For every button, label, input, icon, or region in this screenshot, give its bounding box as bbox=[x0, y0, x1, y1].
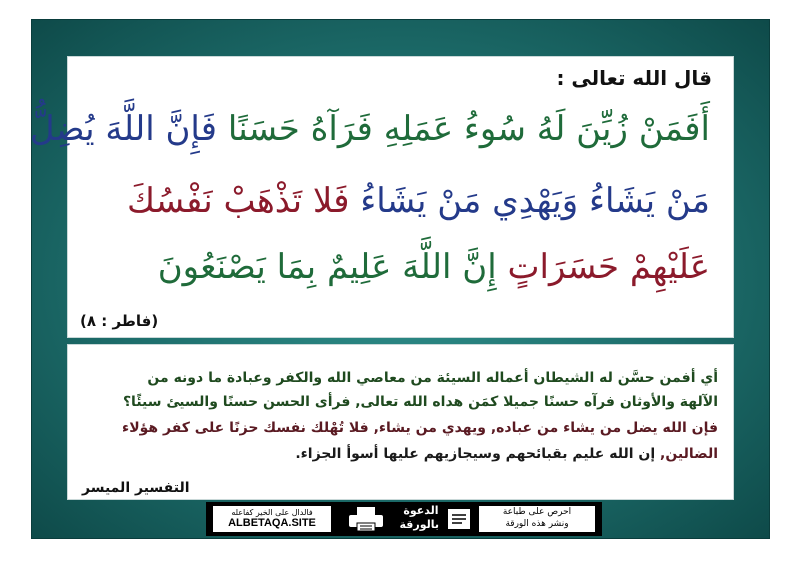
tafsir-line-4 bbox=[78, 446, 718, 462]
tafsir-line-1: أي أفمن حسَّن له الشيطان أعماله السيئة من معاصي الله والكفر وعبادة ما دونه من bbox=[147, 370, 718, 386]
verse-line-2-part-a: مَنْ يَشَاءُ وَيَهْدِي مَنْ يَشَاءُ bbox=[360, 181, 710, 221]
share-icon bbox=[446, 507, 472, 531]
verse-line-2-part-b: فَلا تَذْهَبْ نَفْسُكَ bbox=[127, 181, 350, 221]
logo: الدعوة بالورقة bbox=[399, 504, 439, 531]
footer-note-line-1: احرص على طباعة bbox=[502, 507, 572, 517]
verse-line-3 bbox=[70, 247, 710, 287]
verse-line-2 bbox=[70, 181, 710, 221]
footer-note-box bbox=[478, 505, 596, 533]
tafsir-source: التفسير الميسر bbox=[82, 480, 190, 496]
surah-reference: (فاطر : ٨) bbox=[80, 312, 159, 330]
verse-line-1-part-b: فَإِنَّ اللَّهَ يُضِلُّ bbox=[29, 109, 218, 149]
footer-motto: فالدال على الخير كفاعله bbox=[231, 508, 313, 517]
tafsir-line-4-red: الضالين, bbox=[660, 446, 718, 462]
verse-line-3-part-b: إِنَّ اللَّهَ عَلِيمٌ بِمَا يَصْنَعُونَ bbox=[157, 247, 497, 287]
footer-site-link[interactable]: ALBETAQA.SITE bbox=[228, 517, 316, 529]
tafsir-line-4-dark: إن الله عليم بقبائحهم وسيجازيهم عليها أسوأ الجزاء. bbox=[295, 446, 656, 462]
tafsir-line-3: فإن الله يضل من يشاء من عباده, ويهدي من يشاء, فلا تُهْلك نفسك حزنًا على كفر هؤلاء bbox=[122, 420, 718, 436]
verse-heading: قال الله تعالى : bbox=[556, 66, 712, 90]
tafsir-line-2: الآلهة والأوثان فرآه حسنًا جميلا كمَن هداه الله تعالى, فرأى الحسن حسنًا والسيئ سيئًا؟ bbox=[122, 394, 718, 410]
footer-site-box bbox=[212, 505, 332, 533]
verse-line-1-part-a: أَفَمَنْ زُيِّنَ لَهُ سُوءُ عَمَلِهِ فَرَآهُ حَسَنًا bbox=[227, 109, 710, 149]
verse-line-3-part-a: عَلَيْهِمْ حَسَرَاتٍ bbox=[507, 247, 710, 287]
printer-icon bbox=[345, 505, 387, 533]
footer-note-line-2: ونشر هذه الورقة bbox=[505, 519, 569, 529]
verse-line-1 bbox=[29, 109, 710, 149]
